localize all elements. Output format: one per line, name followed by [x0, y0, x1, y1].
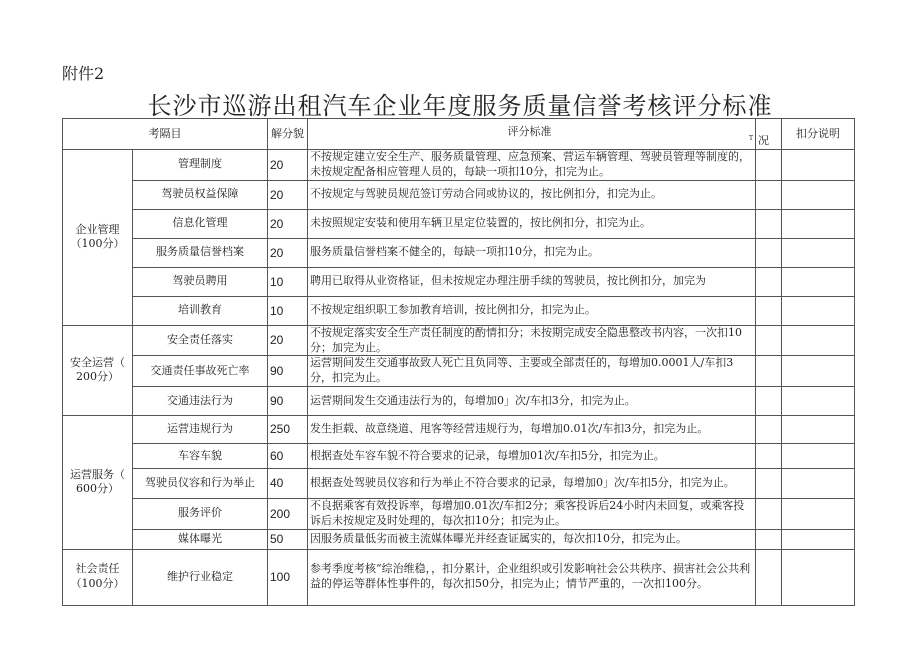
- header-score: 解分貌: [268, 119, 308, 150]
- header-criteria-mark: T: [748, 134, 753, 142]
- deduction-cell: [782, 444, 855, 469]
- sub-item: 运营违规行为: [133, 416, 268, 444]
- score-cell: 20: [268, 150, 308, 181]
- category-cell: [63, 150, 133, 326]
- status-cell: [756, 180, 782, 209]
- score-cell: 20: [268, 238, 308, 267]
- deduction-cell: [782, 499, 855, 530]
- score-cell: 100: [268, 549, 308, 605]
- header-item: 考隔目: [63, 119, 268, 150]
- score-cell: 20: [268, 180, 308, 209]
- score-cell: 20: [268, 209, 308, 238]
- table-row: [63, 356, 855, 387]
- score-cell: 20: [268, 325, 308, 356]
- annex-label: 附件2: [62, 64, 105, 83]
- table-row: [63, 209, 855, 238]
- criteria-cell: 不按规定落实安全生产责任制度的酌情扣分；未按期完成安全隐患整改书内容，一次扣10分；加完为止。: [308, 325, 756, 356]
- category-cell: [63, 325, 133, 415]
- sub-item: 驾驶员聘用: [133, 267, 268, 296]
- category-name: 运营服务（: [70, 467, 125, 481]
- deduction-cell: [782, 325, 855, 356]
- score-cell: 90: [268, 387, 308, 416]
- sub-item: 安全责任落实: [133, 325, 268, 356]
- deduction-cell: [782, 209, 855, 238]
- sub-item: 交通违法行为: [133, 387, 268, 416]
- criteria-cell: 聘用已取得从业资格证，但未按规定办理注册手续的驾驶员，按比例扣分，加完为: [308, 267, 756, 296]
- table-row: [63, 499, 855, 530]
- status-cell: [756, 499, 782, 530]
- status-cell: [756, 150, 782, 181]
- category-points: 600分）: [76, 482, 119, 496]
- status-cell: [756, 444, 782, 469]
- score-cell: 10: [268, 267, 308, 296]
- sub-item: 媒体曝光: [133, 529, 268, 549]
- table-header-row: [63, 119, 855, 150]
- criteria-cell: 不按规定建立安全生产、服务质量管理、应急预案、营运车辆管理、驾驶员管理等制度的，未按规定配备相应管理人员的，每缺一项扣10分，扣完为止。: [308, 150, 756, 181]
- status-cell: [756, 529, 782, 549]
- deduction-cell: [782, 387, 855, 416]
- score-cell: 50: [268, 529, 308, 549]
- sub-item: 培训教育: [133, 296, 268, 325]
- table-row: [63, 416, 855, 444]
- deduction-cell: [782, 356, 855, 387]
- table-row: [63, 267, 855, 296]
- status-cell: [756, 238, 782, 267]
- header-deduction: 扣分说明: [782, 119, 855, 150]
- score-cell: 10: [268, 296, 308, 325]
- score-cell: 40: [268, 469, 308, 499]
- table-row: [63, 444, 855, 469]
- scoring-table: [62, 118, 855, 606]
- criteria-cell: 运营期间发生交通事故致人死亡且负同等、主要或全部责任的，每增加0.0001人/车扣3分，扣完为止。: [308, 356, 756, 387]
- status-cell: [756, 296, 782, 325]
- category-cell: [63, 416, 133, 550]
- criteria-cell: 不按规定组织职工参加教育培训，按比例扣分，扣完为止。: [308, 296, 756, 325]
- deduction-cell: [782, 469, 855, 499]
- deduction-cell: [782, 416, 855, 444]
- sub-item: 服务质量信誉档案: [133, 238, 268, 267]
- header-criteria: [308, 119, 756, 150]
- score-cell: 200: [268, 499, 308, 530]
- score-cell: 250: [268, 416, 308, 444]
- table-row: [63, 529, 855, 549]
- category-name: 企业管理: [75, 222, 120, 236]
- category-name: 社会责任: [75, 562, 120, 576]
- header-status: 况: [756, 119, 782, 150]
- sub-item: 管理制度: [133, 150, 268, 181]
- deduction-cell: [782, 238, 855, 267]
- sub-item: 驾驶员权益保障: [133, 180, 268, 209]
- criteria-cell: 服务质量信誉档案不健全的，每缺一项扣10分，扣完为止。: [308, 238, 756, 267]
- table-row: [63, 469, 855, 499]
- criteria-cell: 因服务质量低劣而被主流媒体曝光并经查证属实的，每次扣10分，扣完为止。: [308, 529, 756, 549]
- sub-item: 维护行业稳定: [133, 549, 268, 605]
- document-title: 长沙市巡游出租汽车企业年度服务质量信誉考核评分标准: [147, 92, 773, 120]
- sub-item: 服务评价: [133, 499, 268, 530]
- sub-item: 驾驶员仪容和行为举止: [133, 469, 268, 499]
- table-row: [63, 296, 855, 325]
- category-cell: [63, 549, 133, 605]
- criteria-cell: 不按规定与驾驶员规范签订劳动合同或协议的，按比例扣分，扣完为止。: [308, 180, 756, 209]
- sub-item: 车容车貌: [133, 444, 268, 469]
- header-criteria-label: 评分标准: [507, 124, 552, 138]
- category-points: （100分）: [70, 577, 125, 591]
- status-cell: [756, 209, 782, 238]
- status-cell: [756, 549, 782, 605]
- status-cell: [756, 356, 782, 387]
- table-row: [63, 325, 855, 356]
- table-row: [63, 180, 855, 209]
- status-cell: [756, 416, 782, 444]
- table-row: [63, 150, 855, 181]
- table-row: [63, 387, 855, 416]
- deduction-cell: [782, 296, 855, 325]
- deduction-cell: [782, 150, 855, 181]
- score-cell: 90: [268, 356, 308, 387]
- criteria-cell: 参考季度考核“综治维稳，，扣分累计，企业组织或引发影响社会公共秩序、损害社会公共利益的停运等群体性事件的，每次扣50分，扣完为止；情节严重的，一次扣100分。: [308, 549, 756, 605]
- deduction-cell: [782, 549, 855, 605]
- sub-item: 信息化管理: [133, 209, 268, 238]
- table-row: [63, 238, 855, 267]
- criteria-cell: 发生拒载、故意绕道、甩客等经营违规行为，每增加0.01次/车扣3分，扣完为止。: [308, 416, 756, 444]
- criteria-cell: 运营期间发生交通违法行为的，每增加0」次/车扣3分，扣完为止。: [308, 387, 756, 416]
- deduction-cell: [782, 529, 855, 549]
- category-points: 200分）: [76, 370, 119, 384]
- status-cell: [756, 325, 782, 356]
- deduction-cell: [782, 267, 855, 296]
- criteria-cell: 根据查处车容车貌不符合要求的记录，每增加01次/车扣5分，扣完为止。: [308, 444, 756, 469]
- score-cell: 60: [268, 444, 308, 469]
- sub-item: 交通责任事故死亡率: [133, 356, 268, 387]
- category-points: （100分）: [70, 237, 125, 251]
- table-row: [63, 549, 855, 605]
- status-cell: [756, 267, 782, 296]
- category-name: 安全运营（: [70, 355, 125, 369]
- criteria-cell: 未按照规定安装和使用车辆卫星定位装置的，按比例扣分，扣完为止。: [308, 209, 756, 238]
- status-cell: [756, 469, 782, 499]
- status-cell: [756, 387, 782, 416]
- criteria-cell: 不良据乘客有效投诉率，每增加0.01次/车扣2分；乘客投诉后24小时内未回复，或乘客投诉后未按规定及时处理的，每次扣10分；扣完为止。: [308, 499, 756, 530]
- criteria-cell: 根据查处驾驶员仪容和行为举止不符合要求的记录，每增加0」次/车扣5分，扣完为止。: [308, 469, 756, 499]
- deduction-cell: [782, 180, 855, 209]
